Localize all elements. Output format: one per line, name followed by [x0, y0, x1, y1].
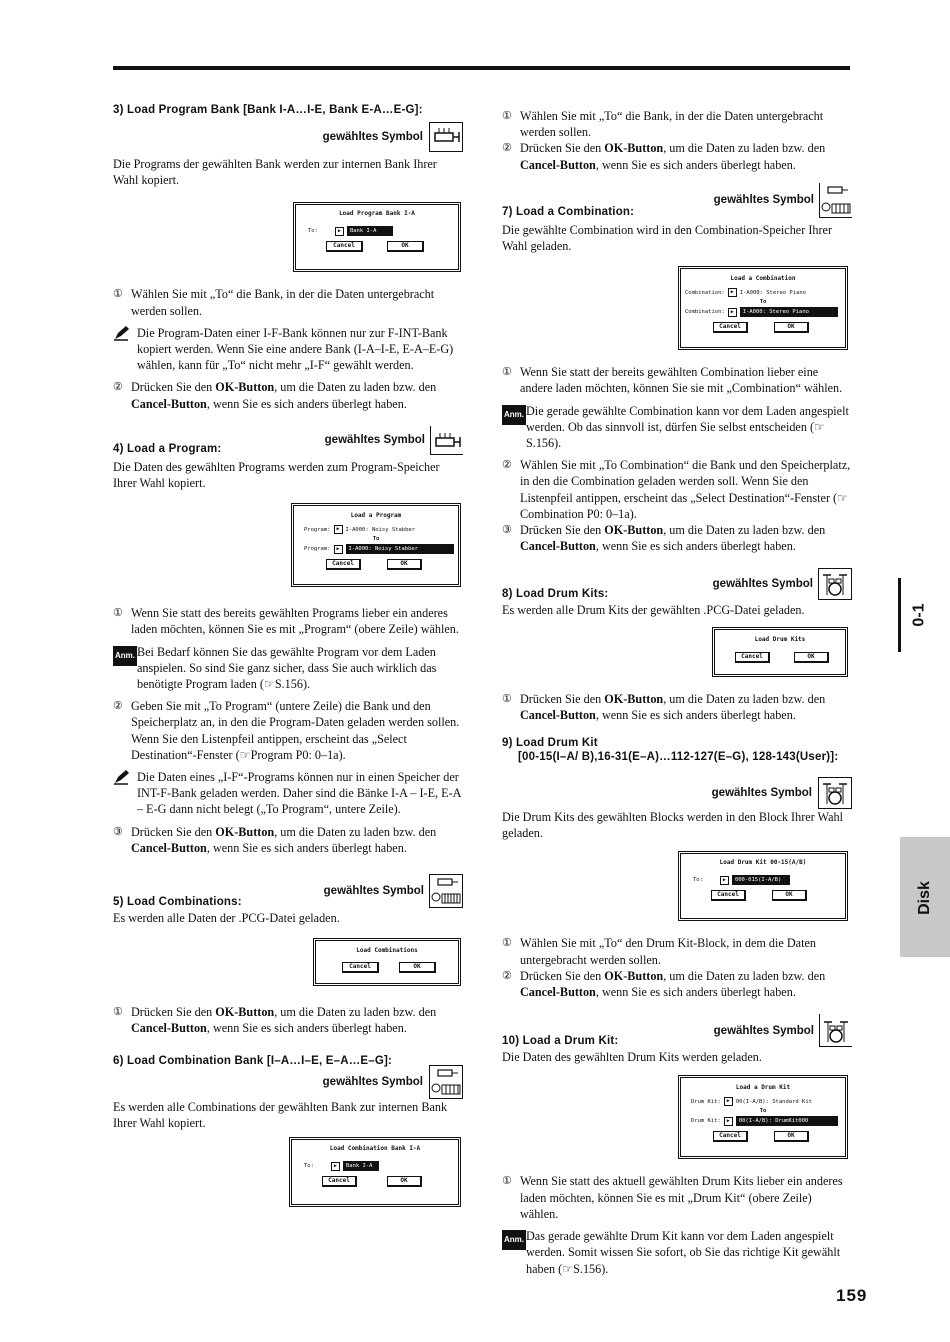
- list-item: ② Drücken Sie den OK-Button, um die Daten zu laden bzw. den Cancel-Button, wenn Sie es sich anders überlegt haben.: [113, 380, 437, 411]
- drum-kit-field[interactable]: 00(I-A/B): Standard Kit: [735, 1098, 812, 1105]
- note: Die Program-Daten einer I-F-Bank können nur zur F-INT-Bank kopiert werden. Wenn Sie eine andere Bank (I-A–I-E, E-A–E-G) wählen, kann für „To“ nicht mehr „I-F“ gewählt werden.: [113, 325, 463, 374]
- load-drum-kit-dialog: Load a Drum Kit Drum Kit: ▶ 00(I-A/B): Standard Kit To Drum Kit: ▶ 00(I-A/B): DrumKit000 Cancel OK: [678, 1075, 848, 1159]
- list-arrow-button[interactable]: ▶: [728, 288, 737, 297]
- section-4-text: Die Daten des gewählten Programs werden zum Program-Speicher Ihrer Wahl kopiert.: [113, 459, 440, 491]
- section-6-text: Es werden alle Combinations der gewählten Bank zur internen Bank Ihrer Wahl kopiert.: [113, 1099, 448, 1130]
- load-combinations-dialog: Load Combinations Cancel OK: [313, 938, 461, 986]
- load-combination-bank-dialog: Load Combination Bank I-A To: ▶ Bank I-A Cancel OK: [289, 1137, 461, 1207]
- load-program-bank-dialog: [293, 202, 461, 272]
- anm-badge: Anm.: [502, 405, 526, 425]
- cancel-button[interactable]: Cancel: [713, 322, 748, 333]
- symbol-row: [113, 122, 463, 152]
- list-item: ③ Drücken Sie den OK-Button, um die Daten zu laden bzw. den Cancel-Button, wenn Sie es sich anders überlegt haben.: [113, 824, 437, 855]
- to-bank-field[interactable]: Bank I-A: [343, 1161, 379, 1171]
- pencil-note-icon: [113, 769, 137, 818]
- list-arrow-button[interactable]: ▶: [335, 227, 344, 236]
- list-item: ① Wählen Sie mit „To“ den Drum Kit-Block, in dem die Daten untergebracht werden sollen.: [502, 936, 816, 967]
- section-tab-label: Disk: [915, 881, 933, 915]
- ok-button[interactable]: OK: [774, 1131, 809, 1142]
- symbol-label: gewähltes Symbol: [712, 578, 813, 591]
- ok-button[interactable]: OK: [399, 962, 436, 973]
- section-4-heading: 4) Load a Program:: [113, 442, 222, 455]
- symbol-label: gewähltes Symbol: [711, 787, 812, 800]
- to-label: To:: [308, 228, 318, 235]
- to-program-field[interactable]: I-A000: Noisy Stabber: [346, 544, 454, 554]
- pencil-note-icon: [113, 325, 137, 374]
- combination-bank-icon: [429, 1065, 463, 1099]
- section-9-subheading: [00-15(I–A/ B),16-31(E–A)…112-127(E–G), 128-143(User)]:: [518, 751, 839, 764]
- section-10-heading: 10) Load a Drum Kit:: [502, 1035, 619, 1048]
- load-drum-kit-block-dialog: Load Drum Kit 00-15(A/B) To: ▶ 000-015(I-A/B) Cancel OK: [678, 851, 848, 921]
- drum-kit-icon: [819, 1014, 852, 1047]
- chapter-tab-label: 0-1: [910, 603, 928, 627]
- combination-field[interactable]: I-A000: Stereo Piano: [739, 289, 806, 296]
- section-6-heading: 6) Load Combination Bank [I–A…I–E, E–A…E–G]:: [113, 1054, 393, 1067]
- right-column: [502, 108, 852, 1277]
- symbol-label: gewähltes Symbol: [713, 194, 814, 207]
- list-item: ③ Drücken Sie den OK-Button, um die Daten zu laden bzw. den Cancel-Button, wenn Sie es sich anders überlegt haben.: [502, 523, 826, 554]
- cancel-button[interactable]: Cancel: [342, 962, 379, 973]
- top-rule: [113, 66, 850, 70]
- page-number: 159: [836, 1286, 868, 1305]
- program-field[interactable]: I-A000: Noisy Stabber: [345, 526, 416, 533]
- section-10-text: Die Daten des gewählten Drum Kits werden geladen.: [502, 1050, 762, 1065]
- to-block-field[interactable]: 000-015(I-A/B): [732, 875, 790, 885]
- list-item: ① Drücken Sie den OK-Button, um die Daten zu laden bzw. den Cancel-Button, wenn Sie es sich anders überlegt haben.: [113, 1005, 437, 1036]
- symbol-label: gewähltes Symbol: [322, 131, 423, 143]
- ok-button[interactable]: OK: [387, 559, 422, 570]
- list-arrow-button[interactable]: ▶: [724, 1097, 733, 1106]
- list-item: ② Drücken Sie den OK-Button, um die Daten zu laden bzw. den Cancel-Button, wenn Sie es sich anders überlegt haben.: [502, 141, 826, 172]
- cancel-button[interactable]: Cancel: [735, 652, 770, 663]
- combination-icon: [429, 874, 463, 908]
- list-item: ② Drücken Sie den OK-Button, um die Daten zu laden bzw. den Cancel-Button, wenn Sie es sich anders überlegt haben.: [502, 968, 826, 1000]
- left-column: [113, 104, 463, 1207]
- load-combination-dialog: Load a Combination Combination: ▶ I-A000: Stereo Piano To Combination: ▶ I-A000: Stereo Piano Cancel OK: [678, 266, 848, 350]
- symbol-label: gewähltes Symbol: [324, 434, 425, 447]
- list-arrow-button[interactable]: ▶: [728, 308, 737, 317]
- note: Anm. Die gerade gewählte Combination kann vor dem Laden angespielt werden. Ob das sinnvoll ist, dürfen Sie selbst entscheiden (☞S.156).: [504, 403, 849, 451]
- list-item: ① Drücken Sie den OK-Button, um die Daten zu laden bzw. den Cancel-Button, wenn Sie es sich anders überlegt haben.: [502, 691, 826, 722]
- cancel-button[interactable]: Cancel: [711, 890, 746, 901]
- section-9-text: Die Drum Kits des gewählten Blocks werden in den Block Ihrer Wahl geladen.: [502, 810, 843, 841]
- load-program-dialog: Load a Program Program: ▶ I-A000: Noisy Stabber To Program: ▶ I-A000: Noisy Stabber Cancel OK: [291, 503, 461, 587]
- load-drum-kits-dialog: Load Drum Kits Cancel OK: [712, 627, 848, 677]
- ok-button[interactable]: OK: [794, 652, 829, 663]
- list-item: ① Wählen Sie mit „To“ die Bank, in der die Daten untergebracht werden sollen.: [113, 287, 435, 318]
- section-7-heading: 7) Load a Combination:: [502, 205, 635, 218]
- dialog-title: Load Program Bank I-A: [339, 210, 415, 218]
- chapter-tab: [898, 578, 950, 652]
- combination-icon: [819, 183, 852, 218]
- list-item: ① Wenn Sie statt der bereits gewählten Combination lieber eine andere laden möchten, können Sie sie mit „Combination“ wählen.: [502, 365, 843, 396]
- drum-kit-block-icon: [818, 777, 852, 809]
- program-bank-icon: [429, 122, 463, 152]
- list-item: ① Wenn Sie statt des aktuell gewählten Drum Kits lieber ein anderes laden möchten, können Sie es mit „Drum Kit“ (obere Zeile) wählen.: [502, 1174, 843, 1221]
- cancel-button[interactable]: Cancel: [713, 1131, 748, 1142]
- section-3-heading: 3) Load Program Bank [Bank I-A…I-E, Bank E-A…E-G]:: [113, 104, 423, 116]
- drum-kits-icon: [818, 568, 852, 600]
- list-item: ① Wenn Sie statt des bereits gewählten Programs lieber ein anderes laden möchten, können Sie es mit „Program“ (obere Zeile) wählen.: [113, 606, 459, 637]
- cancel-button[interactable]: Cancel: [322, 1176, 357, 1187]
- ok-button[interactable]: OK: [772, 890, 807, 901]
- list-arrow-button[interactable]: ▶: [334, 525, 343, 534]
- to-drum-kit-field[interactable]: 00(I-A/B): DrumKit000: [736, 1116, 838, 1126]
- note: Anm. Das gerade gewählte Drum Kit kann vor dem Laden angespielt werden. Somit wissen Sie sofort, ob Sie das richtige Kit gewählt haben (☞S.156).: [504, 1229, 841, 1276]
- section-8-heading: 8) Load Drum Kits:: [502, 588, 609, 601]
- list-item: ② Wählen Sie mit „To Combination“ die Bank und den Speicherplatz, in den die Combination geladen werden soll. Wenn Sie den Listenpfeil antippen, erscheint das „Select Destination“-Fenster (☞ Combination P0: 0–1a).: [502, 458, 851, 521]
- section-tab-disk: [900, 837, 950, 957]
- section-8-text: Es werden alle Drum Kits der gewählten .PCG-Datei geladen.: [502, 603, 805, 618]
- ok-button[interactable]: OK: [387, 241, 424, 252]
- section-5-text: Es werden alle Daten der .PCG-Datei geladen.: [113, 911, 340, 926]
- list-arrow-button[interactable]: ▶: [334, 545, 343, 554]
- cancel-button[interactable]: Cancel: [326, 559, 361, 570]
- to-bank-field[interactable]: Bank I-A: [347, 226, 393, 236]
- cancel-button[interactable]: Cancel: [326, 241, 363, 252]
- list-item: ① Wählen Sie mit „To“ die Bank, in der die Daten untergebracht werden sollen.: [502, 109, 824, 140]
- ok-button[interactable]: OK: [387, 1176, 422, 1187]
- symbol-label: gewähltes Symbol: [713, 1024, 814, 1037]
- note: Die Daten eines „I-F“-Programs können nur in einen Speicher der INT-F-Bank geladen werden. Daher sind die Bänke I-A – I-E, E-A – E-G dann nicht belegt („To Program“, untere Zeile).: [113, 769, 463, 818]
- list-arrow-button[interactable]: ▶: [720, 876, 729, 885]
- anm-badge: Anm.: [113, 646, 137, 666]
- program-icon: [430, 426, 463, 455]
- to-combination-field[interactable]: I-A000: Stereo Piano: [740, 307, 838, 317]
- anm-badge: Anm.: [502, 1230, 526, 1250]
- ok-button[interactable]: OK: [774, 322, 809, 333]
- section-5-heading: 5) Load Combinations:: [113, 896, 242, 909]
- section-9-heading: 9) Load Drum Kit: [502, 737, 598, 750]
- list-arrow-button[interactable]: ▶: [724, 1117, 733, 1126]
- section-7-text: Die gewählte Combination wird in den Combination-Speicher Ihrer Wahl geladen.: [502, 222, 832, 254]
- section-3-text: Die Programs der gewählten Bank werden zur internen Bank Ihrer Wahl kopiert.: [113, 157, 437, 188]
- symbol-label: gewähltes Symbol: [323, 885, 424, 898]
- symbol-label: gewähltes Symbol: [322, 1075, 423, 1088]
- note: Anm. Bei Bedarf können Sie das gewählte Program vor dem Laden anspielen. So sind Sie ganz sicher, dass Sie auch wirklich das benötigte Program laden (☞S.156).: [115, 644, 437, 692]
- list-arrow-button[interactable]: ▶: [331, 1162, 340, 1171]
- list-item: ② Geben Sie mit „To Program“ (untere Zeile) die Bank und den Speicherplatz an, in den die Program-Daten geladen werden sollen. Wenn Sie den Listenpfeil antippen, erscheint das „Select Destination“-Fenster (☞Program P0: 0–1a).: [113, 699, 460, 762]
